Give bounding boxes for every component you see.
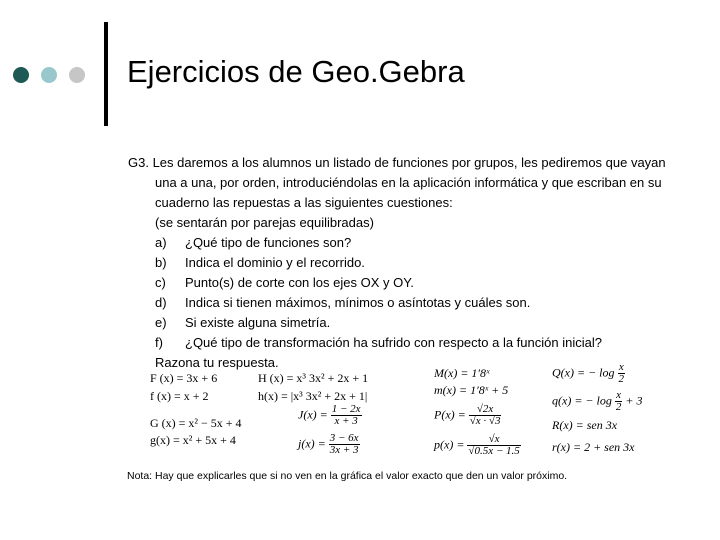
decor-dot-2 [41,67,57,83]
pairs-note: (se sentarán por parejas equilibradas) [155,215,374,230]
question-d: d) Indica si tienen máximos, mínimos o asíntotas y cuáles son. [155,295,531,310]
formula-q: q(x) = − log $\frac{x}{2}$ + 3 [552,389,643,413]
question-f: f) ¿Qué tipo de transformación ha sufrido con respecto a la función inicial? [155,335,602,350]
formula-P: P(x) = $\frac{√2x}{√x \cdot √3}$ [434,403,501,427]
formula-G: G (x) = x² − 5x + 4 [150,416,242,430]
formula-J: J(x) = $\frac{1 - 2x}{x + 3}$ [298,403,361,427]
formula-R: R(x) = sen 3x [552,418,618,432]
formula-m: m(x) = 1′8ˣ + 5 [434,383,509,397]
formula-F: F (x) = 3x + 6 [150,371,218,385]
closing-line: Razona tu respuesta. [155,355,279,370]
formula-f: f (x) = x + 2 [150,389,209,403]
decor-dot-1 [13,67,29,83]
question-c: c) Punto(s) de corte con los ejes OX y OY. [155,275,414,290]
formula-M: M(x) = 1′8ˣ [434,366,490,380]
question-b: b) Indica el dominio y el recorrido. [155,255,365,270]
decor-dot-3 [69,67,85,83]
formula-g: g(x) = x² + 5x + 4 [150,433,236,447]
formula-Q: Q(x) = − log $\frac{x}{2}$ [552,361,625,385]
formula-p: p(x) = $\frac{√x}{√0.5x - 1.5}$ [434,433,520,457]
slide-body [128,153,668,373]
title-divider [104,22,108,126]
formula-j: j(x) = $\frac{3 - 6x}{3x + 3}$ [298,432,359,456]
formula-h: h(x) = |x³ 3x² + 2x + 1| [258,389,368,403]
formula-r: r(x) = 2 + sen 3x [552,440,635,454]
question-a: a) ¿Qué tipo de funciones son? [155,235,352,250]
formula-H: H (x) = x³ 3x² + 2x + 1 [258,371,369,385]
intro-paragraph: G3. Les daremos a los alumnos un listado de funciones por grupos, les pediremos que vayan una a una, por orden, introduciéndolas en la aplicación informática y que escriban en su cuaderno las repuestas a las siguientes cuestiones: [128,155,666,210]
footer-note: Nota: Hay que explicarles que si no ven en la gráfica el valor exacto que den un valor próximo. [127,470,568,482]
slide-title: Ejercicios de Geo.Gebra [127,54,465,89]
question-e: e) Si existe alguna simetría. [155,315,331,330]
